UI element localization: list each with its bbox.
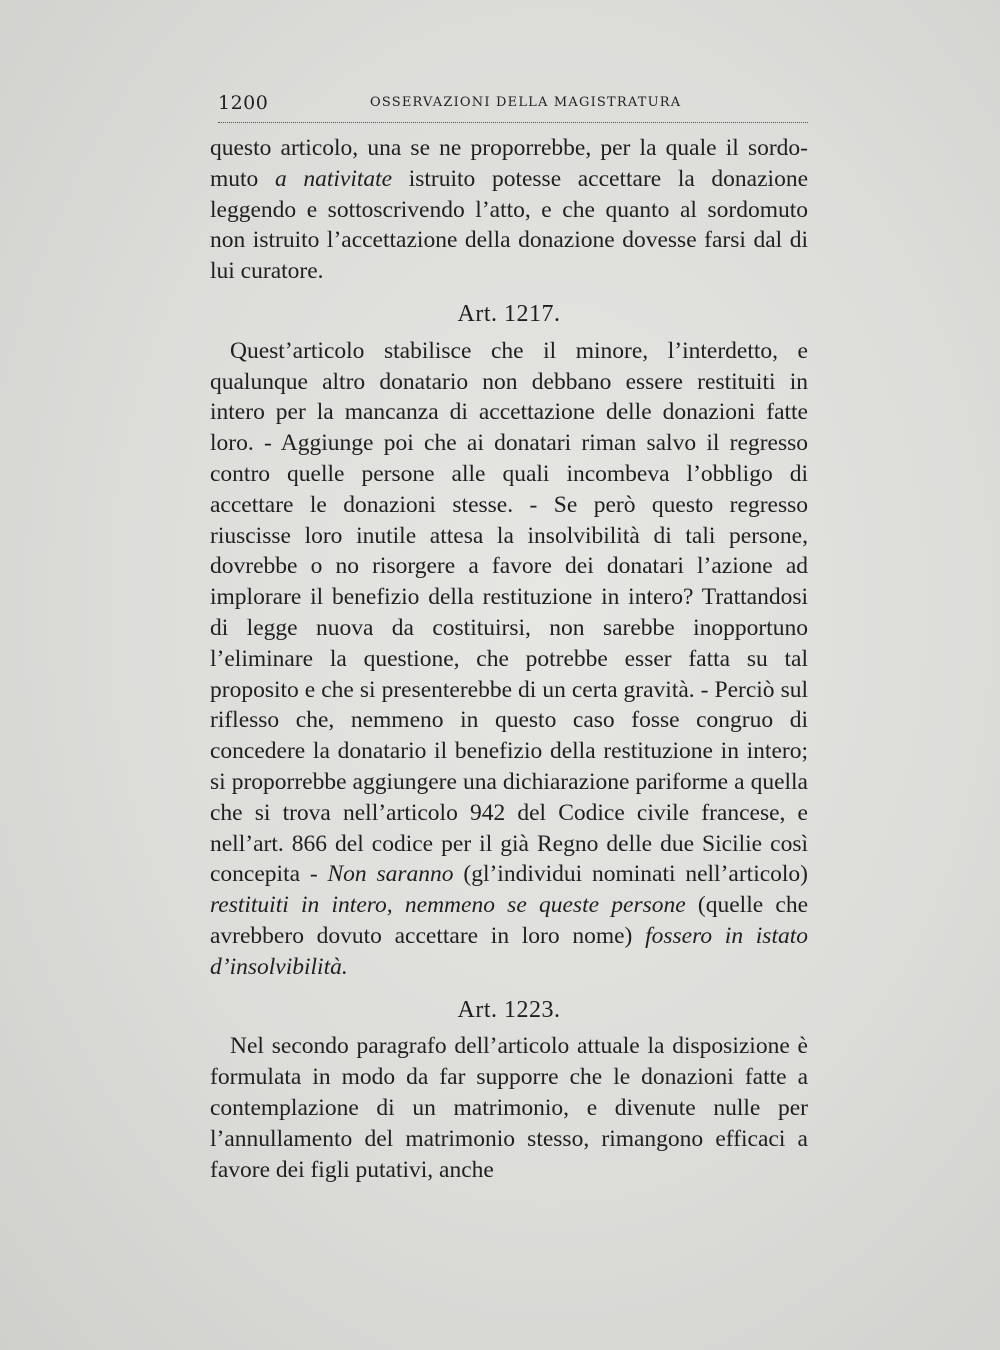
italic-span: a nativitate: [274, 165, 393, 192]
body-text: [210, 133, 808, 1185]
paragraph-art-1217: [210, 336, 808, 983]
italic-span: fossero in istato d’insolvibilità.: [210, 922, 808, 980]
text-span: questo articolo, una se ne proporrebbe, per la quale il sordo-muto: [210, 135, 808, 192]
article-heading-1217: Art. 1217.: [457, 300, 561, 327]
italic-span: restituiti in intero, nemmeno se queste persone: [210, 892, 686, 919]
text-span: istruito potesse accettare la donazione leggendo e sottoscrivendo l’atto, e che quanto al sordomuto non istruito l’accettazione della donazione dovesse farsi dal di lui curatore.: [210, 165, 809, 285]
text-span: (gl’individui nominati nell’articolo): [453, 861, 809, 888]
page-number: 1200: [218, 92, 269, 114]
text-span: Nel secondo paragrafo dell’articolo attuale la disposizione è formulata in modo da far supporre che le donazioni fatte a contemplazione di un matrimonio, e divenute nulle per l’annullamento del matrimonio stesso, rimangono efficaci a favore dei figli putativi, anche: [210, 1033, 808, 1183]
page-header: [218, 92, 808, 123]
article-heading-1223: Art. 1223.: [457, 996, 561, 1023]
paragraph-continuation: [210, 133, 808, 287]
italic-span: Non saranno: [327, 861, 454, 888]
text-span: (quelle che avrebbero dovuto accettare in loro nome): [210, 892, 808, 949]
paragraph-art-1223: [210, 1031, 808, 1185]
text-span: Quest’articolo stabilisce che il minore, l’interdetto, e qualunque altro donatario non debbano essere restituiti in intero per la mancanza di accettazione delle donazioni fatte loro. - Aggiunge poi che ai donatari riman salvo il regresso contro quelle persone alle quali incombeva l’obbligo di accettare le donazioni stesse. - Se però questo regresso riuscisse loro inutile attesa la insolvibilità di tali persone, dovrebbe o no risorgere a favore dei donatari l’azione ad implorare il benefizio della restituzione in intero? Trattandosi di legge nuova da costituirsi, non sarebbe inopportuno l’eliminare la questione, che potrebbe esser fatta su tal proposito e che si presenterebbe di un certa gravità. - Perciò sul riflesso che, nemmeno in questo caso fosse congruo di concedere la donatario il benefizio della restituzione in intero; si proporrebbe aggiungere una dichiarazione pariforme a quella che si trova nell’articolo 942 del Codice civile francese, e nell’art. 866 del codice per il già Regno delle due Sicilie così concepita -: [210, 337, 808, 888]
running-title: OSSERVAZIONI DELLA MAGISTRATURA: [370, 95, 682, 110]
